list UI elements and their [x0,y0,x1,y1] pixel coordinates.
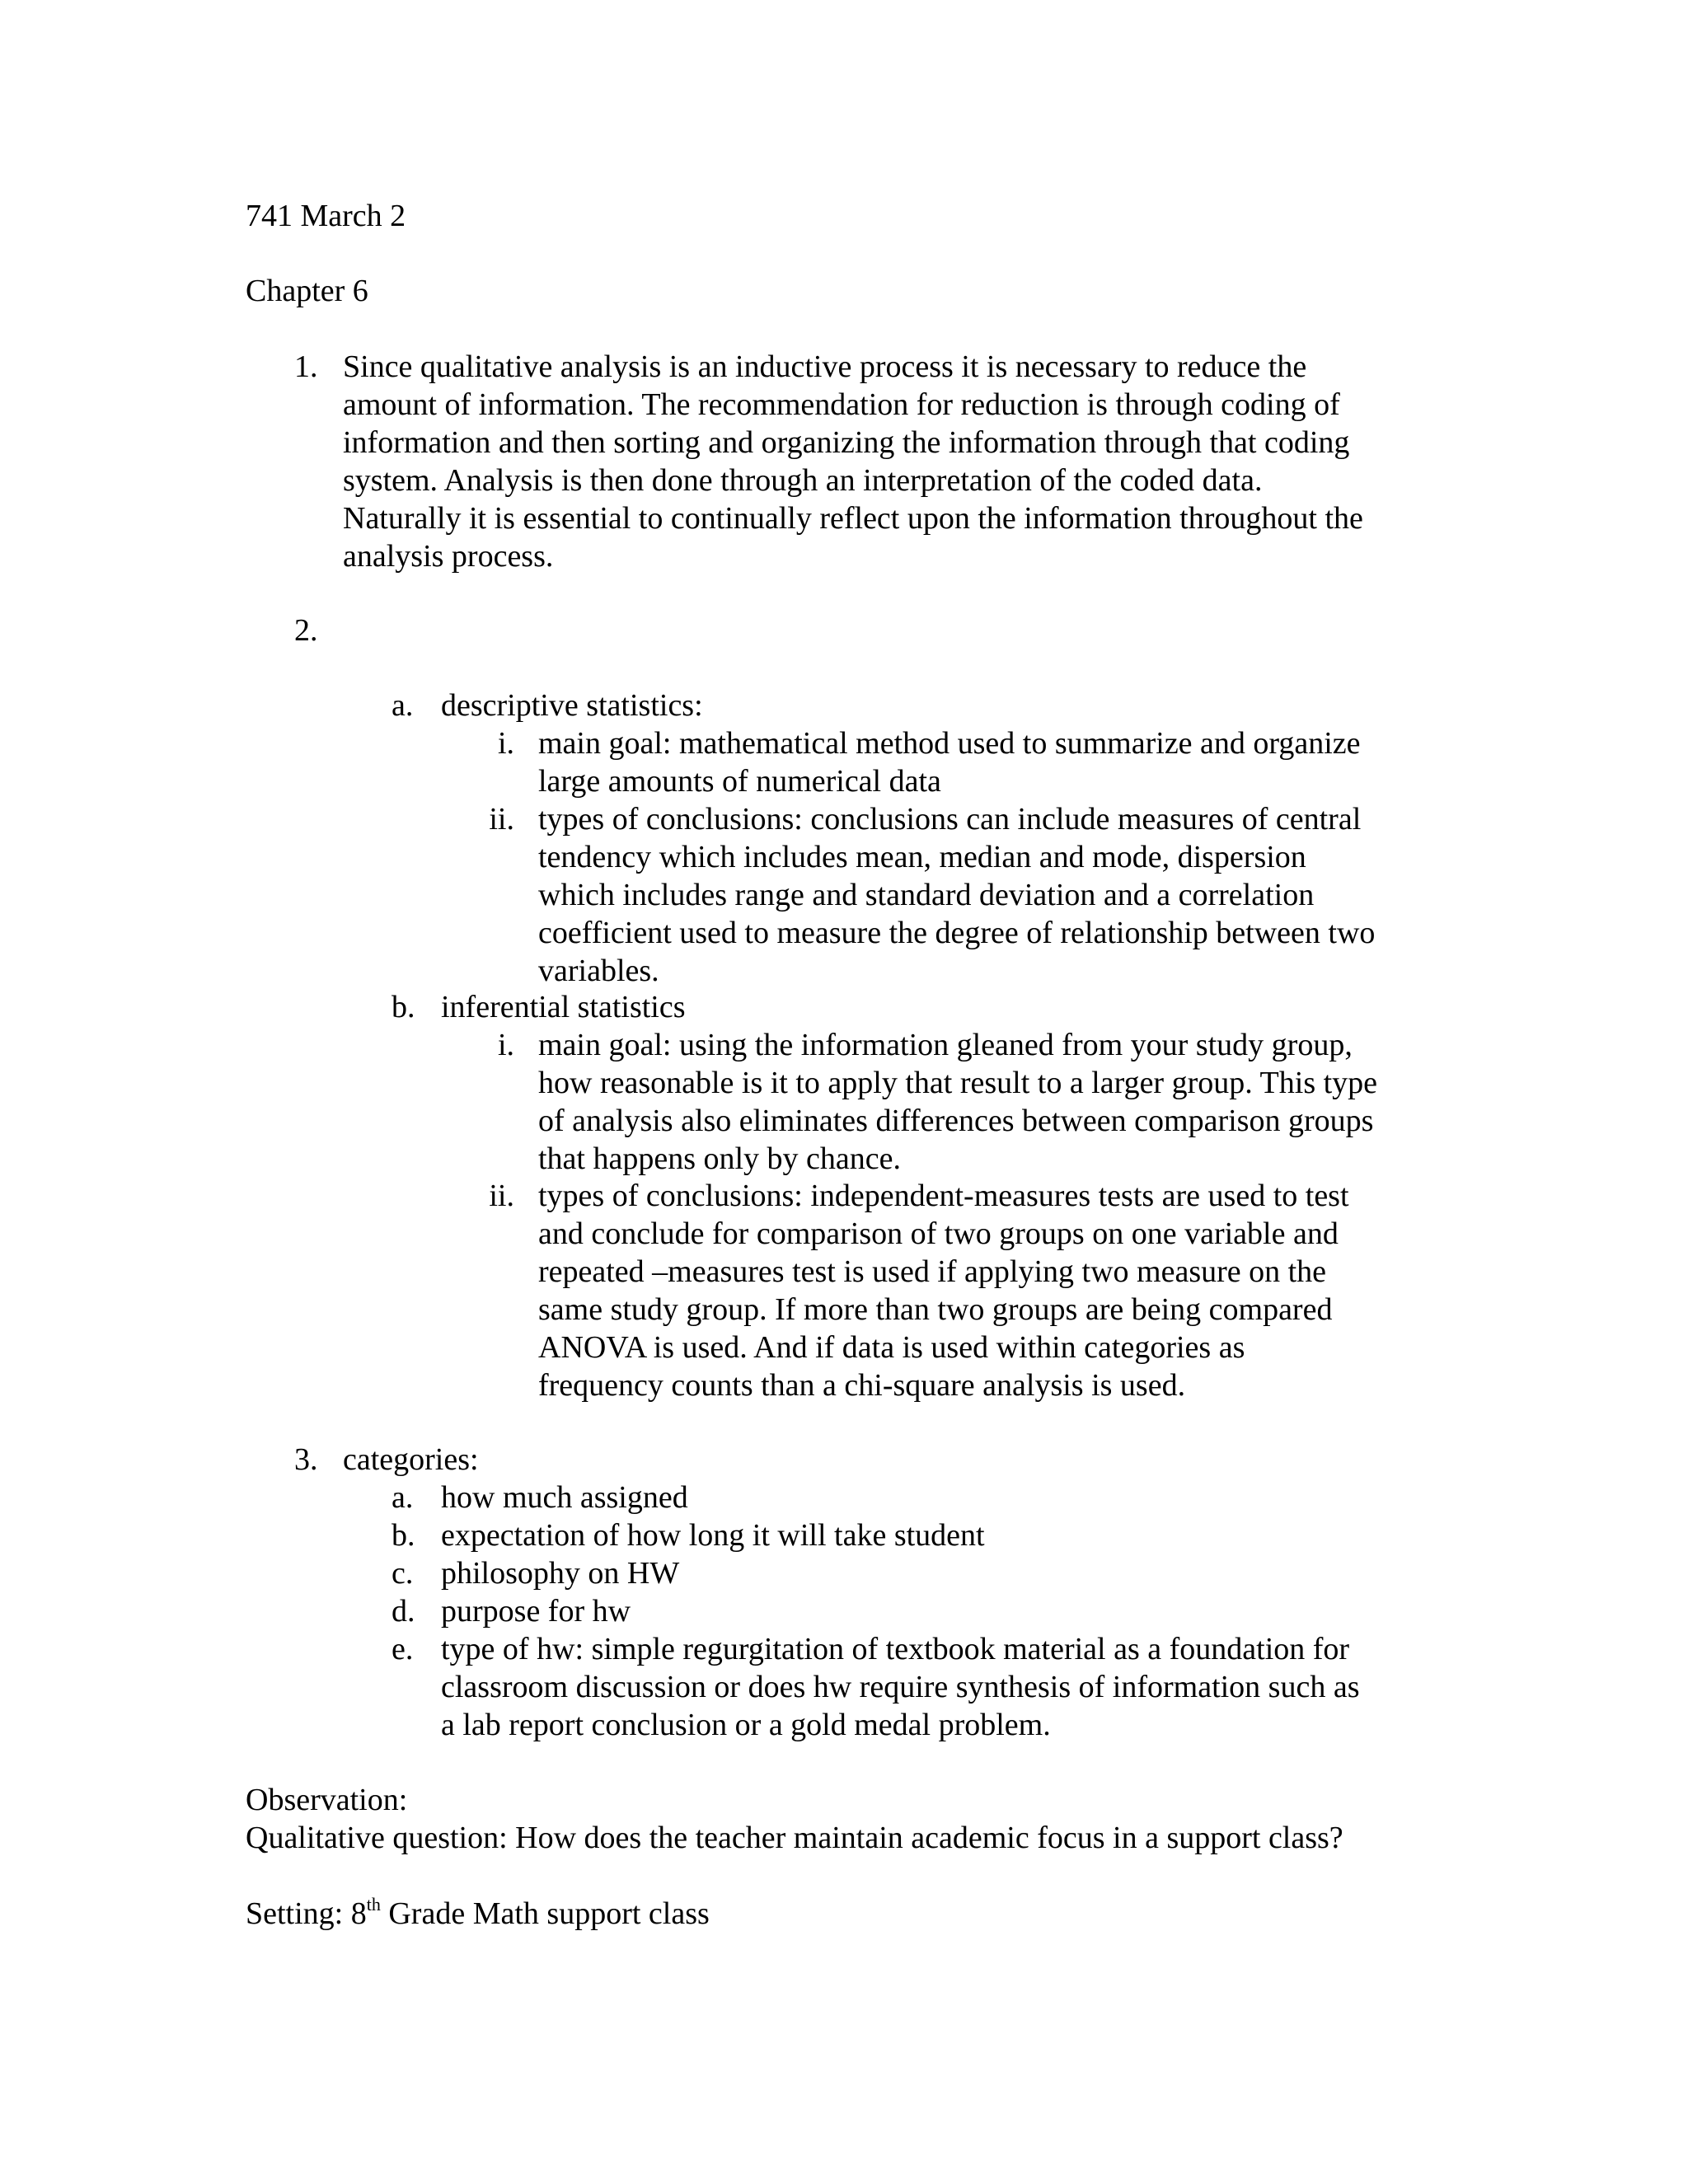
item-2a-ii-line: which includes range and standard deviation and a correlation [538,878,1315,912]
setting-prefix: Setting: 8 [246,1896,367,1931]
item-2b-ii-text [538,1177,1349,1404]
item-2b-i-line: main goal: using the information gleaned from your study group, [538,1028,1353,1062]
item-3b-text: expectation of how long it will take student [441,1518,985,1553]
item-2b-i-line: of analysis also eliminates differences between comparison groups [538,1104,1374,1138]
item-3b-letter: b. [392,1518,415,1553]
setting-suffix: Grade Math support class [380,1896,710,1931]
item-2b-ii-line: and conclude for comparison of two groups on one variable and [538,1216,1339,1251]
item-1-number: 1. [294,349,318,384]
item-2b-i-line: how reasonable is it to apply that result to a larger group. This type [538,1066,1378,1100]
setting-line [246,1895,710,1933]
chapter-heading: Chapter 6 [246,274,368,308]
item-3e-line: type of hw: simple regurgitation of textbook material as a foundation for [441,1632,1350,1666]
item-2a-ii-line: coefficient used to measure the degree of relationship between two [538,916,1376,950]
item-2b-ii-line: frequency counts than a chi-square analysis is used. [538,1368,1186,1403]
item-3a-text: how much assigned [441,1480,688,1515]
item-2a-ii-roman: ii. [489,802,514,837]
item-2b-i-line: that happens only by chance. [538,1141,902,1176]
item-1-line: analysis process. [343,539,554,574]
item-2a-i-roman: i. [497,726,514,761]
item-2b-ii-line: repeated –measures test is used if applying two measure on the [538,1254,1327,1289]
item-2-number: 2. [294,613,318,648]
item-3e-line: a lab report conclusion or a gold medal problem. [441,1708,1051,1742]
item-3-number: 3. [294,1442,318,1477]
item-2a-label: descriptive statistics: [441,688,703,723]
item-2b-ii-line: same study group. If more than two groups are being compared [538,1292,1333,1327]
qualitative-question: Qualitative question: How does the teacher maintain academic focus in a support class? [246,1821,1343,1855]
item-1-text [343,348,1363,575]
item-1-line: system. Analysis is then done through an interpretation of the coded data. [343,463,1263,498]
item-2a-ii-line: variables. [538,954,659,988]
item-2a-i-text [538,724,1361,800]
item-2b-i-roman: i. [497,1028,514,1062]
item-2b-i-text [538,1026,1377,1178]
item-3d-text: purpose for hw [441,1594,631,1629]
item-1-line: information and then sorting and organizing the information through that coding [343,425,1350,460]
item-2a-ii-line: tendency which includes mean, median and mode, dispersion [538,840,1306,874]
item-1-line: Since qualitative analysis is an inductive process it is necessary to reduce the [343,349,1307,384]
item-1-line: amount of information. The recommendation for reduction is through coding of [343,387,1340,422]
item-2a-i-line: large amounts of numerical data [538,764,941,799]
item-2a-i-line: main goal: mathematical method used to summarize and organize [538,726,1361,761]
item-3d-letter: d. [392,1594,415,1629]
item-2b-letter: b. [392,990,415,1024]
item-1-line: Naturally it is essential to continually reflect upon the information throughout the [343,501,1363,536]
item-2b-label: inferential statistics [441,990,686,1024]
item-2b-ii-roman: ii. [489,1179,514,1213]
item-3e-letter: e. [392,1632,414,1666]
item-3e-line: classroom discussion or does hw require synthesis of information such as [441,1670,1360,1704]
item-2b-ii-line: types of conclusions: independent-measures tests are used to test [538,1179,1349,1213]
item-3e-text [441,1630,1360,1744]
item-2b-ii-line: ANOVA is used. And if data is used within categories as [538,1330,1245,1365]
item-2a-ii-text [538,800,1375,990]
document-title: 741 March 2 [246,199,406,233]
setting-superscript: th [366,1894,381,1915]
item-3c-letter: c. [392,1556,414,1591]
item-3a-letter: a. [392,1480,414,1515]
item-3c-text: philosophy on HW [441,1556,680,1591]
observation-heading: Observation: [246,1783,408,1817]
item-2a-letter: a. [392,688,414,723]
item-3-label: categories: [343,1442,479,1477]
item-2a-ii-line: types of conclusions: conclusions can include measures of central [538,802,1362,837]
